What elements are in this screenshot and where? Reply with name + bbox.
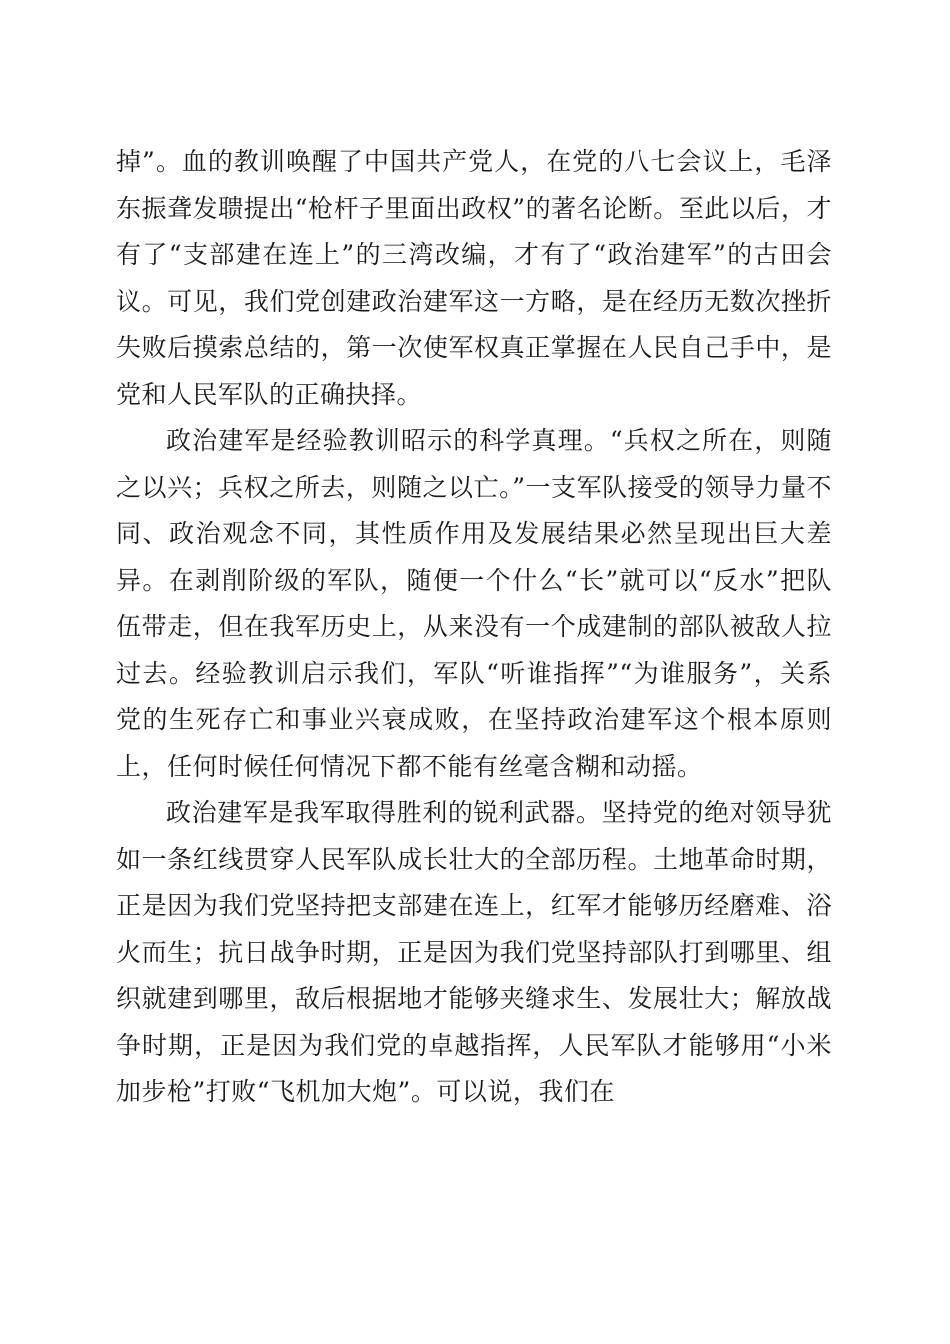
paragraph-1: 掉”。血的教训唤醒了中国共产党人，在党的八七会议上，毛泽东振聋发聩提出“枪杆子里面出政权”的著名论断。至此以后，才有了“支部建在连上”的三湾改编，才有了“政治建军”的古田会议。可见，我们党创建政治建军这一方略，是在经历无数次挫折失败后摸索总结的，第一次使军权真正掌握在人民自己手中，是党和人民军队的正确抉择。 <box>116 147 832 409</box>
document-body <box>116 139 832 1116</box>
paragraph-2: 政治建军是经验教训昭示的科学真理。“兵权之所在，则随之以兴；兵权之所去，则随之以亡。”一支军队接受的领导力量不同、政治观念不同，其性质作用及发展结果必然呈现出巨大差异。在剥削阶级的军队，随便一个什么“长”就可以“反水”把队伍带走，但在我军历史上，从来没有一个成建制的部队被敌人拉过去。经验教训启示我们，军队“听谁指挥”“为谁服务”，关系党的生死存亡和事业兴衰成败，在坚持政治建军这个根本原则上，任何时候任何情况下都不能有丝毫含糊和动摇。 <box>116 426 832 781</box>
paragraph-3: 政治建军是我军取得胜利的锐利武器。坚持党的绝对领导犹如一条红线贯穿人民军队成长壮大的全部历程。土地革命时期，正是因为我们党坚持把支部建在连上，红军才能够历经磨难、浴火而生；抗日战争时期，正是因为我们党坚持部队打到哪里、组织就建到哪里，敌后根据地才能够夹缝求生、发展壮大；解放战争时期，正是因为我们党的卓越指挥，人民军队才能够用“小米加步枪”打败“飞机加大炮”。可以说，我们在 <box>116 798 832 1106</box>
